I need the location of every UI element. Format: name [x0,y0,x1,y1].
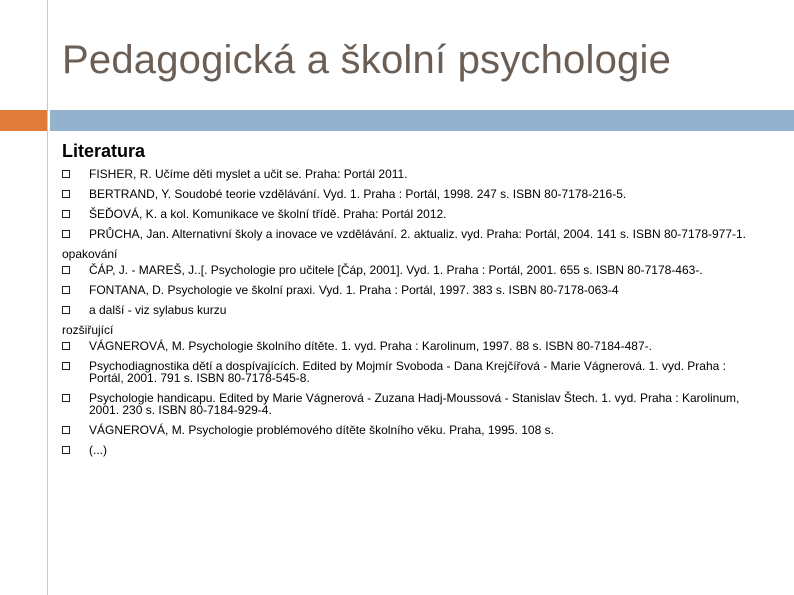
square-bullet-icon [62,426,70,434]
left-vertical-rule [47,0,48,595]
square-bullet-icon [62,362,70,370]
square-bullet-icon [62,286,70,294]
section-label-opakovani: opakování [62,247,118,261]
square-bullet-icon [62,170,70,178]
list-item: BERTRAND, Y. Soudobé teorie vzdělávání. Vyd. 1. Praha : Portál, 1998. 247 s. ISBN 80-7178-216-5. [62,188,762,200]
square-bullet-icon [62,446,70,454]
accent-band-blue [50,110,794,131]
list-item: (...) [62,444,762,456]
list-item: ŠEĎOVÁ, K. a kol. Komunikace ve školní třídě. Praha: Portál 2012. [62,208,762,220]
accent-band-orange [0,110,47,131]
square-bullet-icon [62,230,70,238]
list-item: a další - viz sylabus kurzu [62,304,762,316]
section-label-rozsirujici: rozšiřující [62,323,114,337]
list-item: PRŮCHA, Jan. Alternativní školy a inovace ve vzdělávání. 2. aktualiz. vyd. Praha: Portál, 2004. 141 s. ISBN 80-7178-977-1. [62,228,762,240]
reference-list-main [62,168,762,240]
square-bullet-icon [62,342,70,350]
square-bullet-icon [62,266,70,274]
reference-list-rozsirujici [62,340,762,456]
square-bullet-icon [62,394,70,402]
list-item: FONTANA, D. Psychologie ve školní praxi. Vyd. 1. Praha : Portál, 1997. 383 s. ISBN 80-7178-063-4 [62,284,762,296]
slide-content [62,140,762,464]
reference-list-opakovani [62,264,762,316]
square-bullet-icon [62,306,70,314]
square-bullet-icon [62,190,70,198]
list-item: Psychologie handicapu. Edited by Marie Vágnerová - Zuzana Hadj-Moussová - Stanislav Štech. 1. vyd. Praha : Karolinum, 2001. 230 s. ISBN 80-7184-929-4. [62,392,762,416]
list-item: Psychodiagnostika dětí a dospívajících. Edited by Mojmír Svoboda - Dana Krejčířová - Marie Vágnerová. 1. vyd. Praha : Portál, 2001. 791 s. ISBN 80-7178-545-8. [62,360,762,384]
list-item: VÁGNEROVÁ, M. Psychologie problémového dítěte školního věku. Praha, 1995. 108 s. [62,424,762,436]
list-item: VÁGNEROVÁ, M. Psychologie školního dítěte. 1. vyd. Praha : Karolinum, 1997. 88 s. ISBN 80-7184-487-. [62,340,762,352]
list-item: ČÁP, J. - MAREŠ, J..[. Psychologie pro učitele [Čáp, 2001]. Vyd. 1. Praha : Portál, 2001. 655 s. ISBN 80-7178-463-. [62,264,762,276]
list-item: FISHER, R. Učíme děti myslet a učit se. Praha: Portál 2011. [62,168,762,180]
square-bullet-icon [62,210,70,218]
section-heading: Literatura [62,141,146,161]
slide-title: Pedagogická a školní psychologie [62,38,672,82]
